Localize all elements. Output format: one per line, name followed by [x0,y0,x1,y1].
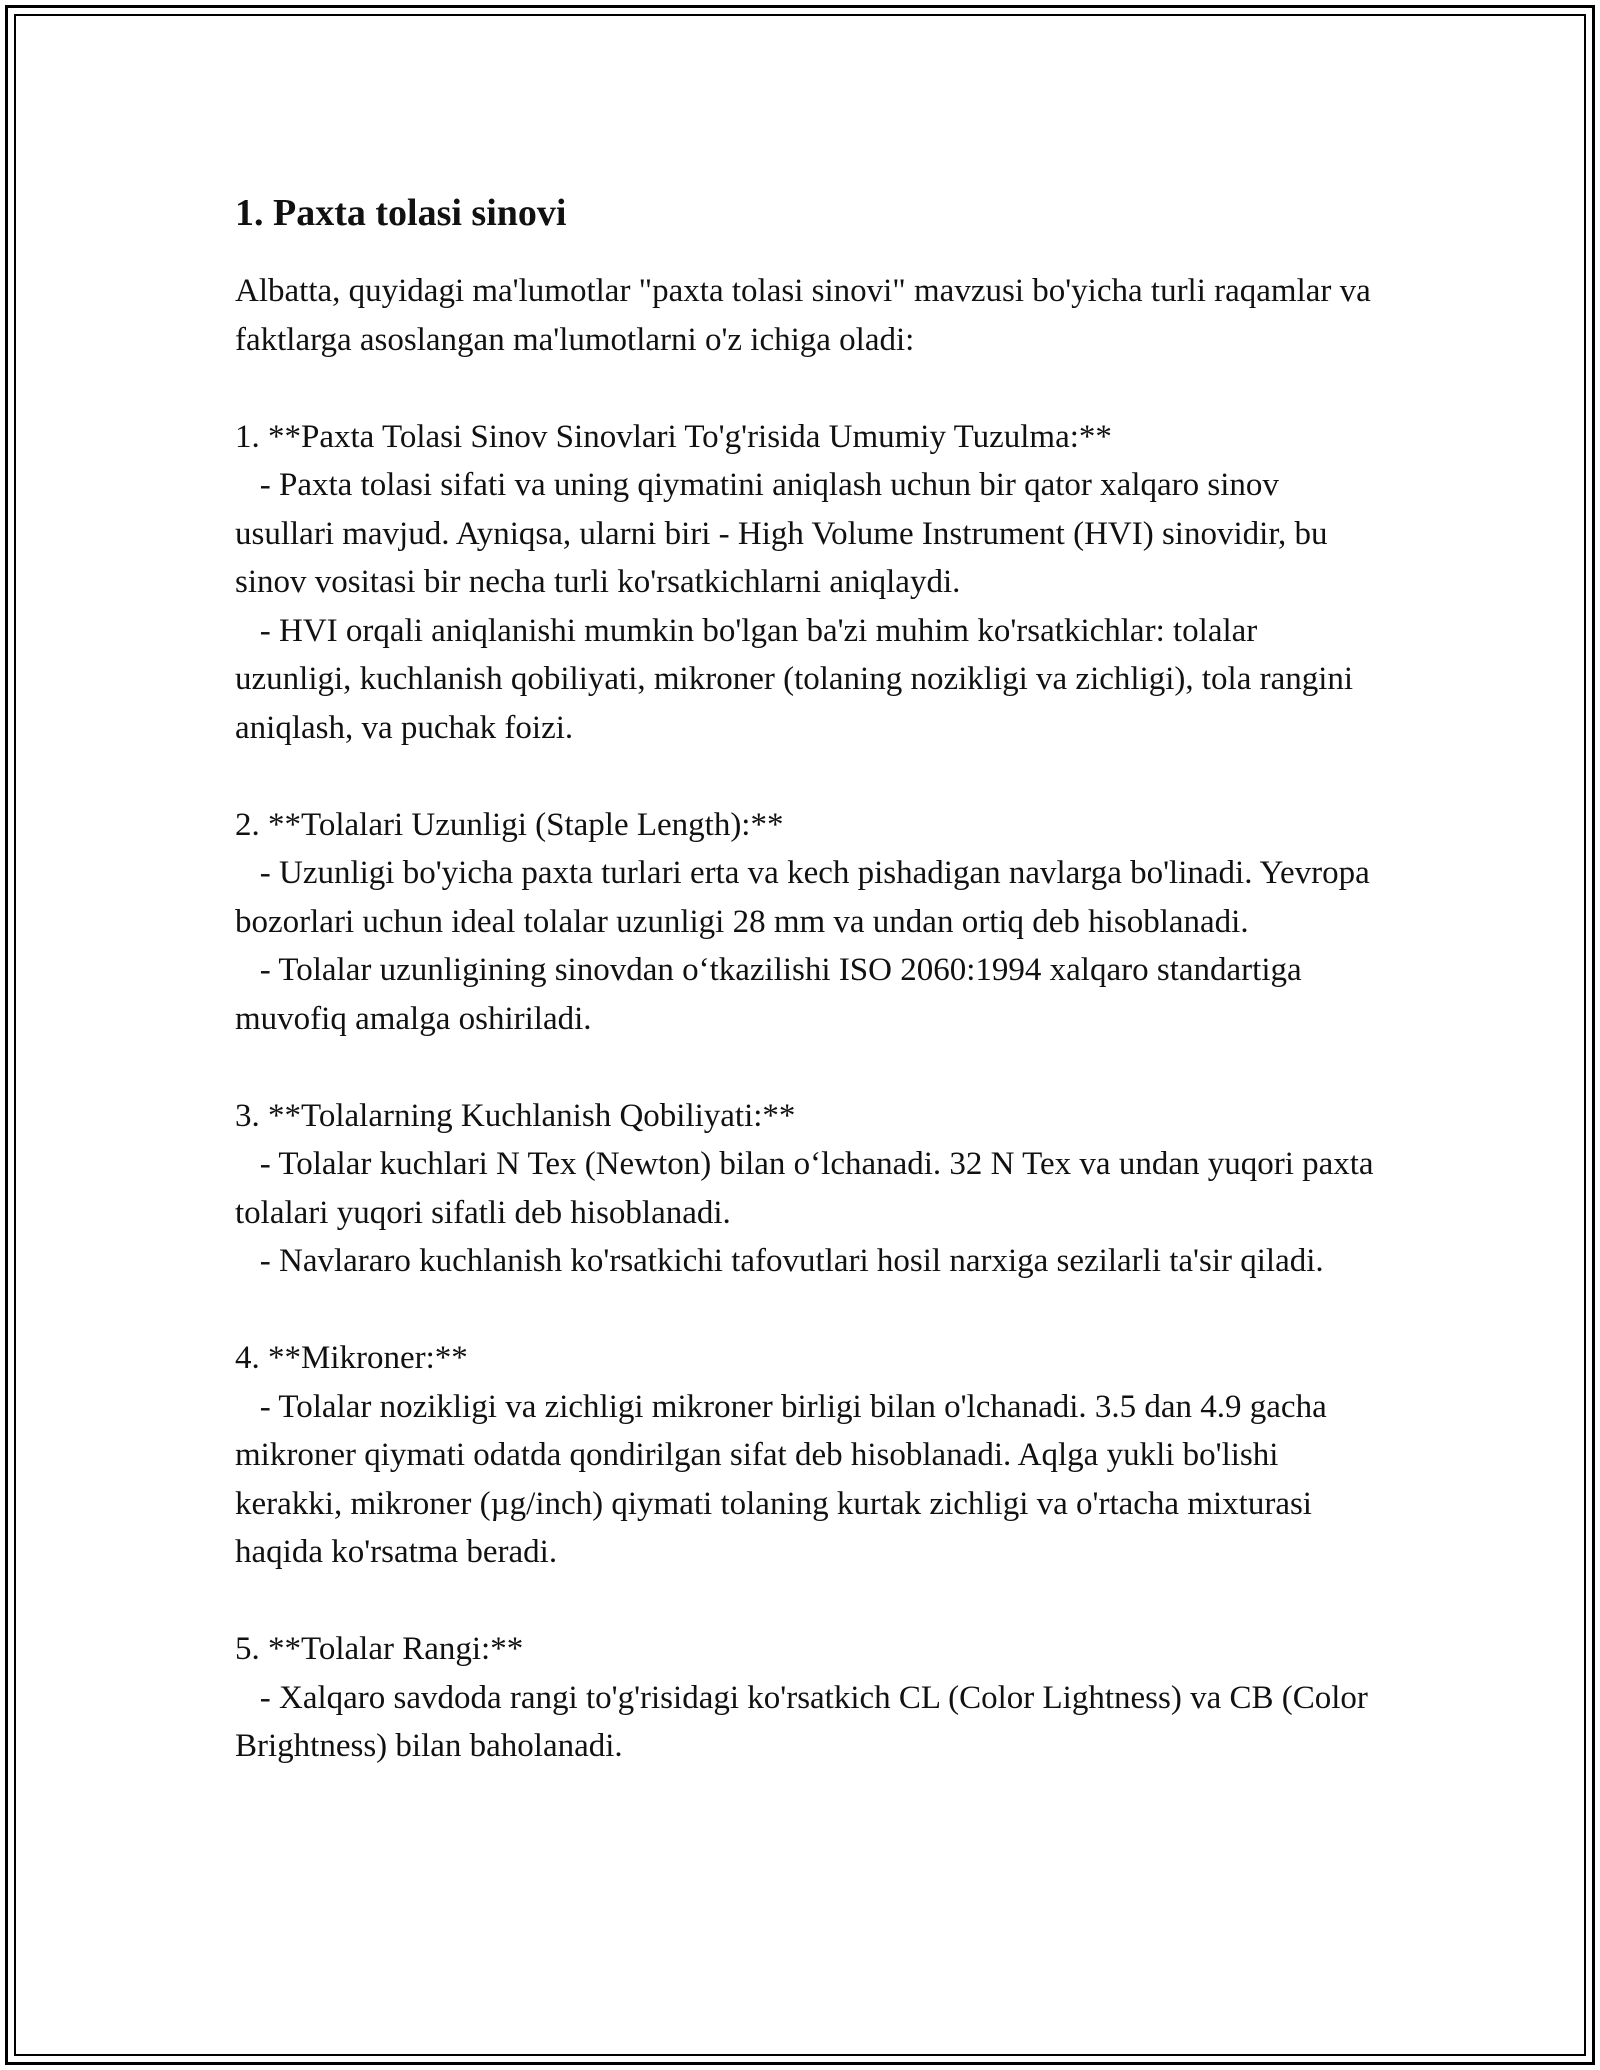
section-bullet: - Paxta tolasi sifati va uning qiymatini aniqlash uchun bir qator xalqaro sinov usullari mavjud. Ayniqsa, ularni biri - High Volume Instrument (HVI) sinovidir, bu sinov vositasi bir necha turli ko'rsatkichlarni aniqlaydi. [235,467,1336,600]
section-3 [235,1092,1382,1286]
section-1 [235,413,1375,753]
section-2 [235,801,1379,1044]
paragraph-gap [235,752,1375,801]
document-title: 1. Paxta tolasi sinovi [235,192,567,234]
section-bullet: - Uzunligi bo'yicha paxta turlari erta va kech pishadigan navlarga bo'linadi. Yevropa bozorlari uchun ideal tolalar uzunligi 28 mm va undan ortiq deb hisoblanadi. [235,855,1379,940]
section-5 [235,1625,1375,1771]
section-bullet: - Tolalar kuchlari N Tex (Newton) bilan o‘lchanadi. 32 N Tex va undan yuqori paxta tolalari yuqori sifatli deb hisoblanadi. [235,1146,1382,1231]
paragraph-gap [235,1577,1375,1626]
section-heading: 2. **Tolalari Uzunligi (Staple Length):** [235,806,784,843]
section-bullet: - Xalqaro savdoda rangi to'g'risidagi ko'rsatkich CL (Color Lightness) va CB (Color Brightness) bilan baholanadi. [235,1679,1377,1764]
paragraph-gap [235,1286,1375,1335]
section-heading: 5. **Tolalar Rangi:** [235,1631,524,1667]
section-bullet: - HVI orqali aniqlanishi mumkin bo'lgan ba'zi muhim ko'rsatkichlar: tolalar uzunligi, kuchlanish qobiliyati, mikroner (tolaning nozikligi va zichligi), tola rangini aniqlash, va puchak foizi. [235,612,1362,746]
section-bullet: - Tolalar nozikligi va zichligi mikroner birligi bilan o'lchanadi. 3.5 dan 4.9 gacha mikroner qiymati odatda qondirilgan sifat deb hisoblanadi. Aqlga yukli bo'lishi kerakki, mikroner (µg/inch) qiymati tolaning kurtak zichligi va o'rtacha mixturasi haqida ko'rsatma beradi. [235,1388,1335,1570]
section-bullet: - Tolalar uzunligining sinovdan o‘tkazilishi ISO 2060:1994 xalqaro standartiga muvofiq amalga oshiriladi. [235,952,1310,1037]
intro-paragraph: Albatta, quyidagi ma'lumotlar "paxta tolasi sinovi" mavzusi bo'yicha turli raqamlar va faktlarga asoslangan ma'lumotlarni o'z ichiga oladi: [235,273,1380,358]
section-heading: 3. **Tolalarning Kuchlanish Qobiliyati:** [235,1097,796,1134]
paragraph-gap [235,1043,1375,1092]
section-heading: 4. **Mikroner:** [235,1340,468,1376]
section-4 [235,1334,1375,1577]
section-bullet: - Navlararo kuchlanish ko'rsatkichi tafovutlari hosil narxiga sezilarli ta'sir qiladi. [235,1243,1324,1279]
paragraph-gap [235,364,1375,413]
section-heading: 1. **Paxta Tolasi Sinov Sinovlari To'g'risida Umumiy Tuzulma:** [235,418,1112,455]
document-body [235,185,1382,1771]
